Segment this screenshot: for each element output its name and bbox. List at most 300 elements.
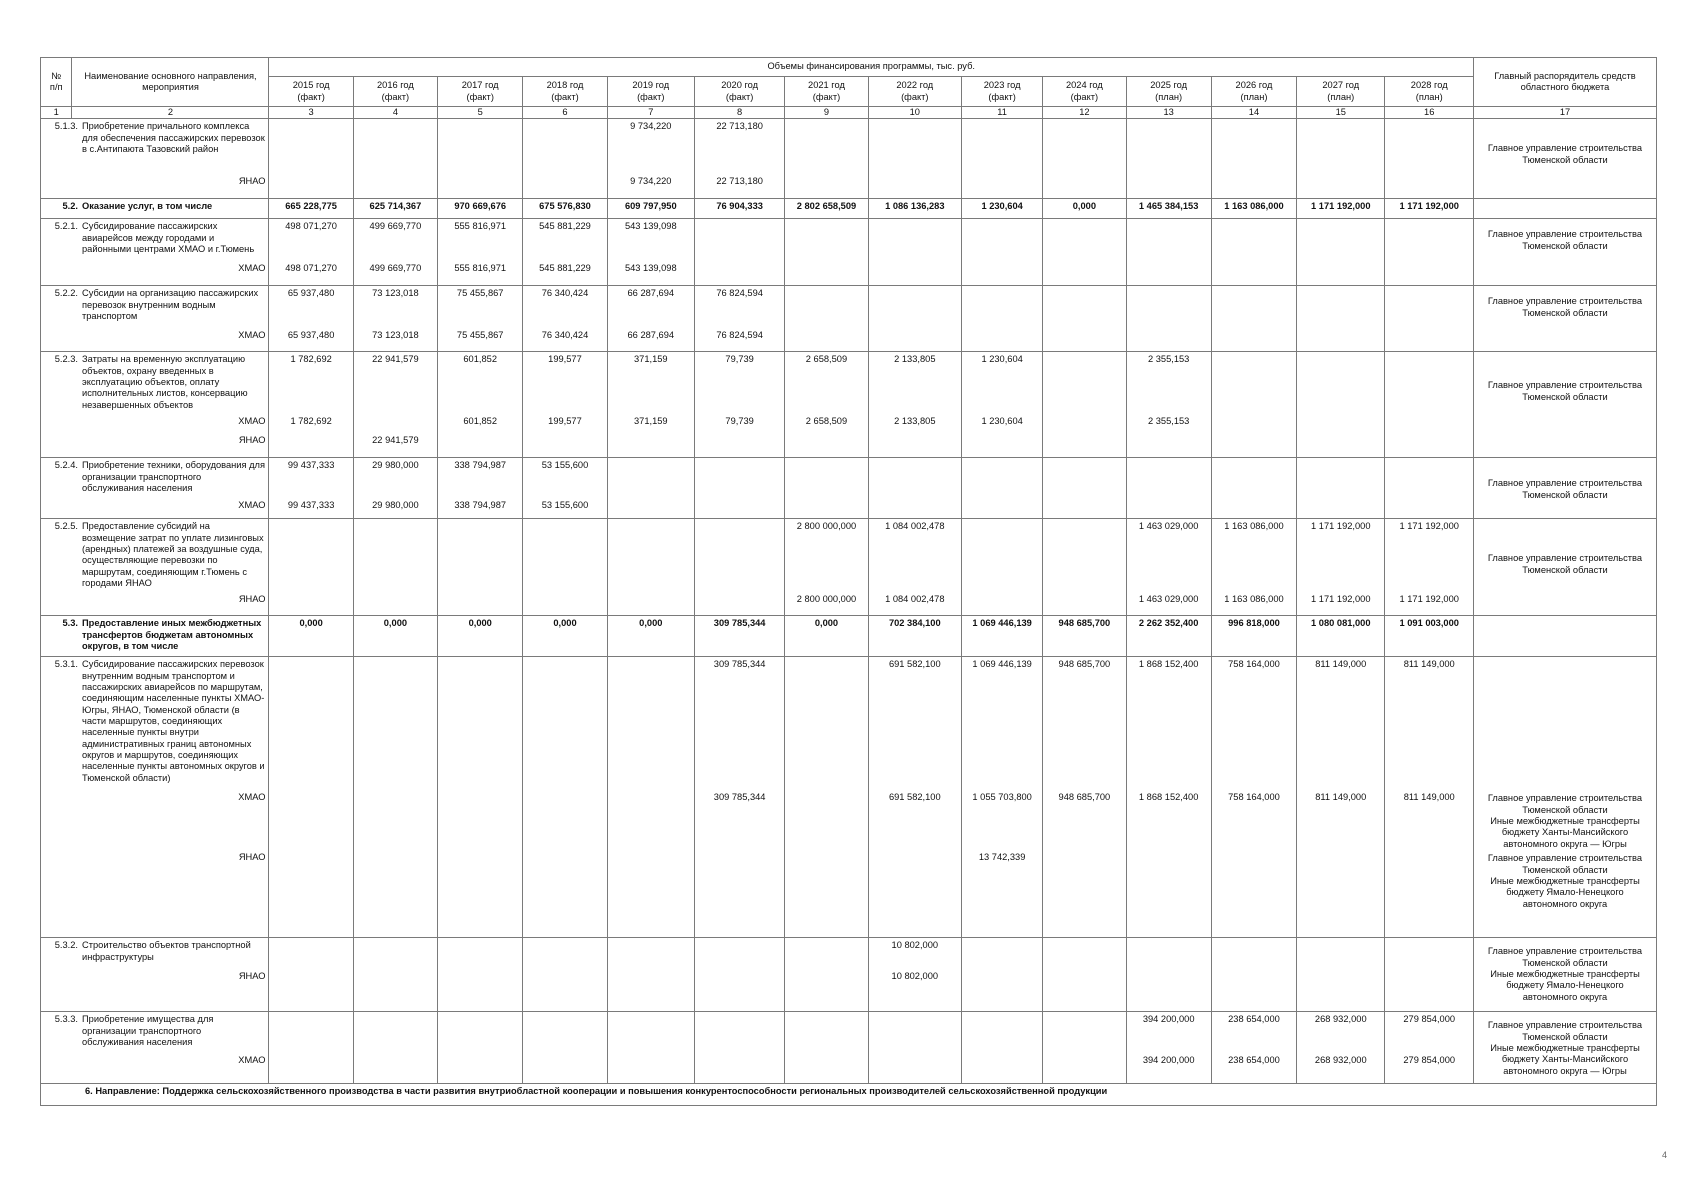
value-cell xyxy=(269,519,353,616)
region-label: ХМАО xyxy=(238,500,266,511)
value-total: 1 868 152,400 xyxy=(1138,659,1199,670)
value-region: 99 437,333 xyxy=(287,500,335,511)
value-cell xyxy=(1126,199,1211,219)
table-row xyxy=(41,657,1657,938)
value-total: 601,852 xyxy=(463,354,497,365)
value-cell xyxy=(1043,199,1126,219)
value-cell xyxy=(962,1012,1043,1084)
value-cell xyxy=(438,1012,523,1084)
value-cell xyxy=(438,938,523,1012)
region-label: ХМАО xyxy=(238,263,266,274)
value-cell xyxy=(438,657,523,938)
value-region: 1 171 192,000 xyxy=(1311,594,1371,605)
value-cell xyxy=(1385,938,1474,1012)
col-distributor-header: Главный распорядитель средств областного бюджета xyxy=(1473,58,1656,107)
value-cell xyxy=(523,657,607,938)
value-total: 2 658,509 xyxy=(805,354,848,365)
distributor-text: Главное управление строительства Тюменской области xyxy=(1487,380,1643,402)
distributor-text: Главное управление строительства Тюменской области Иные межбюджетные трансферты бюджету Ханты-Мансийского автономного округа — Югры xyxy=(1487,1020,1643,1076)
distributor-text: Главное управление строительства Тюменской области xyxy=(1487,553,1643,575)
region-label: ХМАО xyxy=(238,792,266,803)
value-cell xyxy=(353,219,437,286)
value-cell xyxy=(1211,519,1296,616)
table-row xyxy=(41,458,1657,519)
value-total: 0,000 xyxy=(468,618,492,629)
value-region: 601,852 xyxy=(463,416,497,427)
value-cell xyxy=(1211,286,1296,352)
value-cell xyxy=(1043,352,1126,458)
distributor-cell xyxy=(1473,1012,1656,1084)
year-header: 2024 год (факт) xyxy=(1043,77,1126,107)
value-cell xyxy=(1043,657,1126,938)
value-total: 1 084 002,478 xyxy=(885,521,945,532)
value-cell xyxy=(1297,938,1385,1012)
value-region: 545 881,229 xyxy=(539,263,591,274)
value-cell xyxy=(438,286,523,352)
year-header: 2027 год (план) xyxy=(1297,77,1385,107)
value-cell xyxy=(523,286,607,352)
value-cell xyxy=(438,616,523,657)
value-cell xyxy=(269,219,353,286)
value-cell xyxy=(785,286,868,352)
value-cell xyxy=(1297,352,1385,458)
column-number: 11 xyxy=(962,107,1043,119)
value-cell xyxy=(1297,519,1385,616)
value-cell xyxy=(1211,657,1296,938)
value-cell xyxy=(1126,219,1211,286)
activity-cell xyxy=(41,119,269,199)
value-cell xyxy=(1385,1012,1474,1084)
value-cell xyxy=(868,119,961,199)
value-total: 309 785,344 xyxy=(713,659,766,670)
page-number: 4 xyxy=(1661,1150,1667,1160)
distributor-text: Главное управление строительства Тюменской области Иные межбюджетные трансферты бюджету Ханты-Мансийского автономного округа — Югры xyxy=(1487,793,1643,849)
value-cell xyxy=(1211,219,1296,286)
item-name: Предоставление иных межбюджетных трансфертов бюджетам автономных округов, в том числе xyxy=(82,618,262,651)
value-total: 309 785,344 xyxy=(713,618,766,629)
value-cell xyxy=(1211,938,1296,1012)
value-cell xyxy=(353,616,437,657)
value-total: 1 171 192,000 xyxy=(1311,201,1371,212)
column-number: 2 xyxy=(72,107,269,119)
value-total: 0,000 xyxy=(814,618,839,629)
value-cell xyxy=(1043,458,1126,519)
value-region: 238 654,000 xyxy=(1228,1055,1280,1066)
value-cell xyxy=(785,519,868,616)
column-number: 8 xyxy=(694,107,784,119)
value-region: 758 164,000 xyxy=(1228,792,1280,803)
value-total: 1 171 192,000 xyxy=(1399,521,1459,532)
region-label: ХМАО xyxy=(238,416,266,427)
value-cell xyxy=(607,352,694,458)
value-cell xyxy=(1385,519,1474,616)
distributor-text: Главное управление строительства Тюменской области xyxy=(1487,143,1643,165)
value-total: 238 654,000 xyxy=(1228,1014,1280,1025)
value-total: 79,739 xyxy=(725,354,754,365)
value-region: 268 932,000 xyxy=(1314,1055,1367,1066)
value-total: 53 155,600 xyxy=(541,460,589,471)
item-name: Строительство объектов транспортной инфраструктуры xyxy=(82,940,251,962)
value-cell xyxy=(1297,286,1385,352)
distributor-text: Главное управление строительства Тюменской области Иные межбюджетные трансферты бюджету Ямало-Ненецкого автономного округа xyxy=(1487,946,1643,1002)
table-row xyxy=(41,219,1657,286)
column-number: 6 xyxy=(523,107,607,119)
item-number: 5.2.5. xyxy=(54,521,78,532)
value-cell xyxy=(607,286,694,352)
item-name: Субсидии на организацию пассажирских перевозок внутренним водным транспортом xyxy=(82,288,259,321)
value-cell xyxy=(694,657,784,938)
item-name: Субсидирование пассажирских авиарейсов между городами и районными центрами ХМАО и г.Тюмень xyxy=(82,221,255,254)
value-total: 625 714,367 xyxy=(369,201,422,212)
value-cell xyxy=(353,199,437,219)
value-cell xyxy=(269,1012,353,1084)
value-total: 0,000 xyxy=(299,618,323,629)
value-region: 2 800 000,000 xyxy=(796,594,857,605)
value-cell xyxy=(269,657,353,938)
value-cell xyxy=(785,199,868,219)
value-region: 394 200,000 xyxy=(1142,1055,1195,1066)
region-label: ХМАО xyxy=(238,330,266,341)
distributor-cell xyxy=(1473,938,1656,1012)
distributor-cell xyxy=(1473,616,1656,657)
value-cell xyxy=(785,616,868,657)
distributor-cell xyxy=(1473,458,1656,519)
value-cell xyxy=(523,119,607,199)
activity-cell xyxy=(41,938,269,1012)
value-region: 555 816,971 xyxy=(454,263,507,274)
value-cell xyxy=(607,119,694,199)
value-region: 543 139,098 xyxy=(624,263,677,274)
value-total: 948 685,700 xyxy=(1058,618,1111,629)
value-total: 2 133,805 xyxy=(894,354,936,365)
value-total: 543 139,098 xyxy=(624,221,677,232)
value-cell xyxy=(1043,519,1126,616)
value-cell xyxy=(868,286,961,352)
value-cell xyxy=(269,352,353,458)
region-label: ЯНАО xyxy=(238,594,266,605)
value-total: 1 230,604 xyxy=(981,354,1023,365)
value-region: 309 785,344 xyxy=(713,792,766,803)
value-cell xyxy=(694,219,784,286)
value-cell xyxy=(1297,616,1385,657)
value-cell xyxy=(868,938,961,1012)
value-cell xyxy=(962,616,1043,657)
value-region: 1 230,604 xyxy=(981,416,1023,427)
item-name: Затраты на временную эксплуатацию объектов, охрану введенных в эксплуатацию объектов, оплату исполнительных листов, консервацию незавершенных объектов xyxy=(82,354,248,410)
item-name: Предоставление субсидий на возмещение затрат по уплате лизинговых (арендных) платежей за воздушные суда, осуществляющие перевозки по маршрутам, соединяющим г.Тюмень с городами ЯНАО xyxy=(82,521,264,588)
value-total: 1 086 136,283 xyxy=(885,201,945,212)
value-cell xyxy=(868,199,961,219)
value-cell xyxy=(694,938,784,1012)
value-cell xyxy=(523,519,607,616)
distributor-cell xyxy=(1473,219,1656,286)
value-cell xyxy=(868,616,961,657)
value-region: 2 133,805 xyxy=(894,416,936,427)
value-region: 1 782,692 xyxy=(290,416,332,427)
value-region: 22 941,579 xyxy=(372,435,419,446)
value-cell xyxy=(438,219,523,286)
value-cell xyxy=(1043,616,1126,657)
value-cell xyxy=(1297,119,1385,199)
value-cell xyxy=(962,938,1043,1012)
year-header: 2021 год (факт) xyxy=(785,77,868,107)
column-number: 9 xyxy=(785,107,868,119)
value-cell xyxy=(1385,199,1474,219)
region-label: ХМАО xyxy=(238,1055,266,1066)
value-cell xyxy=(1126,286,1211,352)
value-cell xyxy=(694,458,784,519)
value-cell xyxy=(785,938,868,1012)
distributor-cell xyxy=(1473,519,1656,616)
value-region: 811 149,000 xyxy=(1403,792,1455,803)
value-total: 2 802 658,509 xyxy=(796,201,857,212)
year-header: 2023 год (факт) xyxy=(962,77,1043,107)
value-cell xyxy=(785,119,868,199)
value-total: 948 685,700 xyxy=(1058,659,1111,670)
value-cell xyxy=(1385,352,1474,458)
value-cell xyxy=(607,657,694,938)
value-total: 76 340,424 xyxy=(541,288,589,299)
value-cell xyxy=(785,219,868,286)
value-region: 1 463 029,000 xyxy=(1138,594,1199,605)
value-cell xyxy=(269,616,353,657)
value-cell xyxy=(607,1012,694,1084)
value-cell xyxy=(438,199,523,219)
header-row-years xyxy=(41,77,1657,107)
value-cell xyxy=(607,938,694,1012)
item-name: Приобретение имущества для организации транспортного обслуживания населения xyxy=(82,1014,214,1047)
value-cell xyxy=(785,657,868,938)
value-region: 2 355,153 xyxy=(1147,416,1190,427)
value-total: 199,577 xyxy=(548,354,582,365)
value-total: 758 164,000 xyxy=(1228,659,1280,670)
item-name: Оказание услуг, в том числе xyxy=(82,201,213,212)
value-total: 66 287,694 xyxy=(627,288,675,299)
value-total: 665 228,775 xyxy=(285,201,337,212)
table-row xyxy=(41,119,1657,199)
value-cell xyxy=(868,219,961,286)
value-total: 2 355,153 xyxy=(1147,354,1190,365)
value-cell xyxy=(962,286,1043,352)
table-row xyxy=(41,286,1657,352)
value-cell xyxy=(1043,219,1126,286)
column-number: 3 xyxy=(269,107,353,119)
activity-cell xyxy=(41,458,269,519)
value-cell xyxy=(607,219,694,286)
year-header: 2026 год (план) xyxy=(1211,77,1296,107)
distributor-text: Главное управление строительства Тюменской области Иные межбюджетные трансферты бюджету Ямало-Ненецкого автономного округа xyxy=(1487,853,1643,909)
value-cell xyxy=(438,458,523,519)
value-cell xyxy=(607,458,694,519)
value-region: 65 937,480 xyxy=(287,330,335,341)
value-cell xyxy=(1385,119,1474,199)
column-number: 17 xyxy=(1473,107,1656,119)
value-cell xyxy=(1126,458,1211,519)
value-region: 79,739 xyxy=(725,416,754,427)
year-header: 2020 год (факт) xyxy=(694,77,784,107)
item-number: 5.3. xyxy=(62,618,78,629)
value-total: 0,000 xyxy=(383,618,408,629)
value-region: 2 658,509 xyxy=(805,416,848,427)
value-cell xyxy=(607,519,694,616)
value-cell xyxy=(694,352,784,458)
value-total: 1 069 446,139 xyxy=(972,618,1032,629)
value-region: 22 713,180 xyxy=(716,176,763,187)
value-cell xyxy=(269,938,353,1012)
year-header: 2018 год (факт) xyxy=(523,77,607,107)
value-total: 996 818,000 xyxy=(1228,618,1280,629)
value-cell xyxy=(523,199,607,219)
value-total: 609 797,950 xyxy=(624,201,677,212)
value-total: 1 163 086,000 xyxy=(1224,201,1284,212)
item-number: 5.2.2. xyxy=(54,288,78,299)
col-no-header: № п/п xyxy=(41,58,72,107)
value-cell xyxy=(1126,352,1211,458)
value-total: 268 932,000 xyxy=(1314,1014,1367,1025)
value-region: 13 742,339 xyxy=(978,852,1026,863)
distributor-text: Главное управление строительства Тюменской области xyxy=(1487,229,1643,251)
value-region: 53 155,600 xyxy=(541,500,589,511)
value-total: 1 171 192,000 xyxy=(1399,201,1459,212)
value-total: 1 230,604 xyxy=(981,201,1023,212)
value-total: 1 782,692 xyxy=(290,354,332,365)
column-number: 1 xyxy=(41,107,72,119)
value-cell xyxy=(694,119,784,199)
activity-cell xyxy=(41,519,269,616)
item-number: 5.2.4. xyxy=(54,460,78,471)
value-total: 99 437,333 xyxy=(287,460,335,471)
value-cell xyxy=(1211,352,1296,458)
distributor-text: Главное управление строительства Тюменской области xyxy=(1487,478,1643,500)
value-cell xyxy=(962,519,1043,616)
value-cell xyxy=(523,616,607,657)
value-cell xyxy=(785,352,868,458)
value-cell xyxy=(353,458,437,519)
value-cell xyxy=(1043,119,1126,199)
value-cell xyxy=(1043,286,1126,352)
value-region: 73 123,018 xyxy=(372,330,419,341)
value-total: 73 123,018 xyxy=(372,288,419,299)
value-cell xyxy=(962,199,1043,219)
year-header: 2028 год (план) xyxy=(1385,77,1474,107)
item-number: 5.3.3. xyxy=(54,1014,78,1025)
value-cell xyxy=(1126,938,1211,1012)
column-number: 13 xyxy=(1126,107,1211,119)
value-region: 199,577 xyxy=(548,416,582,427)
value-total: 22 713,180 xyxy=(716,121,763,132)
value-cell xyxy=(1297,1012,1385,1084)
value-total: 76 904,333 xyxy=(716,201,763,212)
value-region: 10 802,000 xyxy=(891,971,939,982)
value-region: 29 980,000 xyxy=(372,500,419,511)
value-cell xyxy=(868,458,961,519)
value-cell xyxy=(1297,458,1385,519)
item-name: Субсидирование пассажирских перевозок внутренним водным транспортом и пассажирских авиарейсов по маршрутам, соединяющим населенные пункты ХМАО-Югры, ЯНАО, Тюменской области (в части маршрутов, соединяющих населенные пункты внутри административных границ автономных округов и маршрутов, соединяющих населенные пункты автономных округов и Тюменской области) xyxy=(82,659,265,783)
item-name: Приобретение причального комплекса для обеспечения пассажирских перевозок в с.Антипаюта Тазовский район xyxy=(82,121,265,154)
value-total: 9 734,220 xyxy=(630,121,672,132)
value-region: 498 071,270 xyxy=(285,263,337,274)
table-row xyxy=(41,1012,1657,1084)
table-row xyxy=(41,519,1657,616)
value-region: 1 055 703,800 xyxy=(972,792,1032,803)
value-region: 76 824,594 xyxy=(716,330,763,341)
activity-cell xyxy=(41,657,269,938)
value-cell xyxy=(438,119,523,199)
value-total: 499 669,770 xyxy=(369,221,422,232)
distributor-cell xyxy=(1473,657,1656,938)
value-total: 811 149,000 xyxy=(1315,659,1367,670)
value-region: 338 794,987 xyxy=(454,500,507,511)
activity-cell xyxy=(41,199,269,219)
column-number: 15 xyxy=(1297,107,1385,119)
value-region: 1 171 192,000 xyxy=(1399,594,1459,605)
column-number: 14 xyxy=(1211,107,1296,119)
value-cell xyxy=(353,286,437,352)
value-cell xyxy=(1211,1012,1296,1084)
value-total: 10 802,000 xyxy=(891,940,939,951)
activity-cell xyxy=(41,219,269,286)
value-region: 691 582,100 xyxy=(888,792,941,803)
activity-cell xyxy=(41,1012,269,1084)
value-cell xyxy=(1211,458,1296,519)
value-cell xyxy=(1043,938,1126,1012)
value-cell xyxy=(269,199,353,219)
value-cell xyxy=(1297,199,1385,219)
header-row-1 xyxy=(41,58,1657,77)
column-number: 7 xyxy=(607,107,694,119)
value-cell xyxy=(523,938,607,1012)
activity-cell xyxy=(41,616,269,657)
item-number: 5.2. xyxy=(62,201,78,212)
region-label: ЯНАО xyxy=(238,971,266,982)
table-row xyxy=(41,938,1657,1012)
activity-cell xyxy=(41,352,269,458)
value-total: 1 463 029,000 xyxy=(1138,521,1199,532)
value-total: 2 262 352,400 xyxy=(1138,618,1199,629)
value-total: 675 576,830 xyxy=(539,201,591,212)
value-total: 545 881,229 xyxy=(539,221,591,232)
value-cell xyxy=(694,1012,784,1084)
region-label: ЯНАО xyxy=(238,852,266,863)
value-total: 394 200,000 xyxy=(1142,1014,1195,1025)
value-cell xyxy=(694,519,784,616)
value-cell xyxy=(1126,519,1211,616)
value-cell xyxy=(523,352,607,458)
value-cell xyxy=(353,352,437,458)
value-cell xyxy=(868,519,961,616)
value-total: 76 824,594 xyxy=(716,288,763,299)
direction-title: 6. Направление: Поддержка сельскохозяйственного производства в части развития внутриобластной кооперации и повышения конкурентоспособности региональных производителей сельскохозяйственной продукции xyxy=(41,1084,1657,1106)
value-cell xyxy=(269,286,353,352)
value-cell xyxy=(868,1012,961,1084)
value-cell xyxy=(353,938,437,1012)
value-cell xyxy=(1211,199,1296,219)
value-total: 702 384,100 xyxy=(888,618,941,629)
activity-cell xyxy=(41,286,269,352)
value-cell xyxy=(1385,616,1474,657)
table-row xyxy=(41,352,1657,458)
funding-table xyxy=(40,57,1657,1106)
value-total: 1 080 081,000 xyxy=(1311,618,1371,629)
value-total: 1 069 446,139 xyxy=(972,659,1032,670)
funding-header: Объемы финансирования программы, тыс. руб. xyxy=(269,58,1473,77)
value-cell xyxy=(962,458,1043,519)
value-cell xyxy=(1043,1012,1126,1084)
item-number: 5.2.3. xyxy=(54,354,78,365)
value-total: 371,159 xyxy=(633,354,668,365)
value-total: 0,000 xyxy=(1072,201,1097,212)
value-cell xyxy=(1126,119,1211,199)
